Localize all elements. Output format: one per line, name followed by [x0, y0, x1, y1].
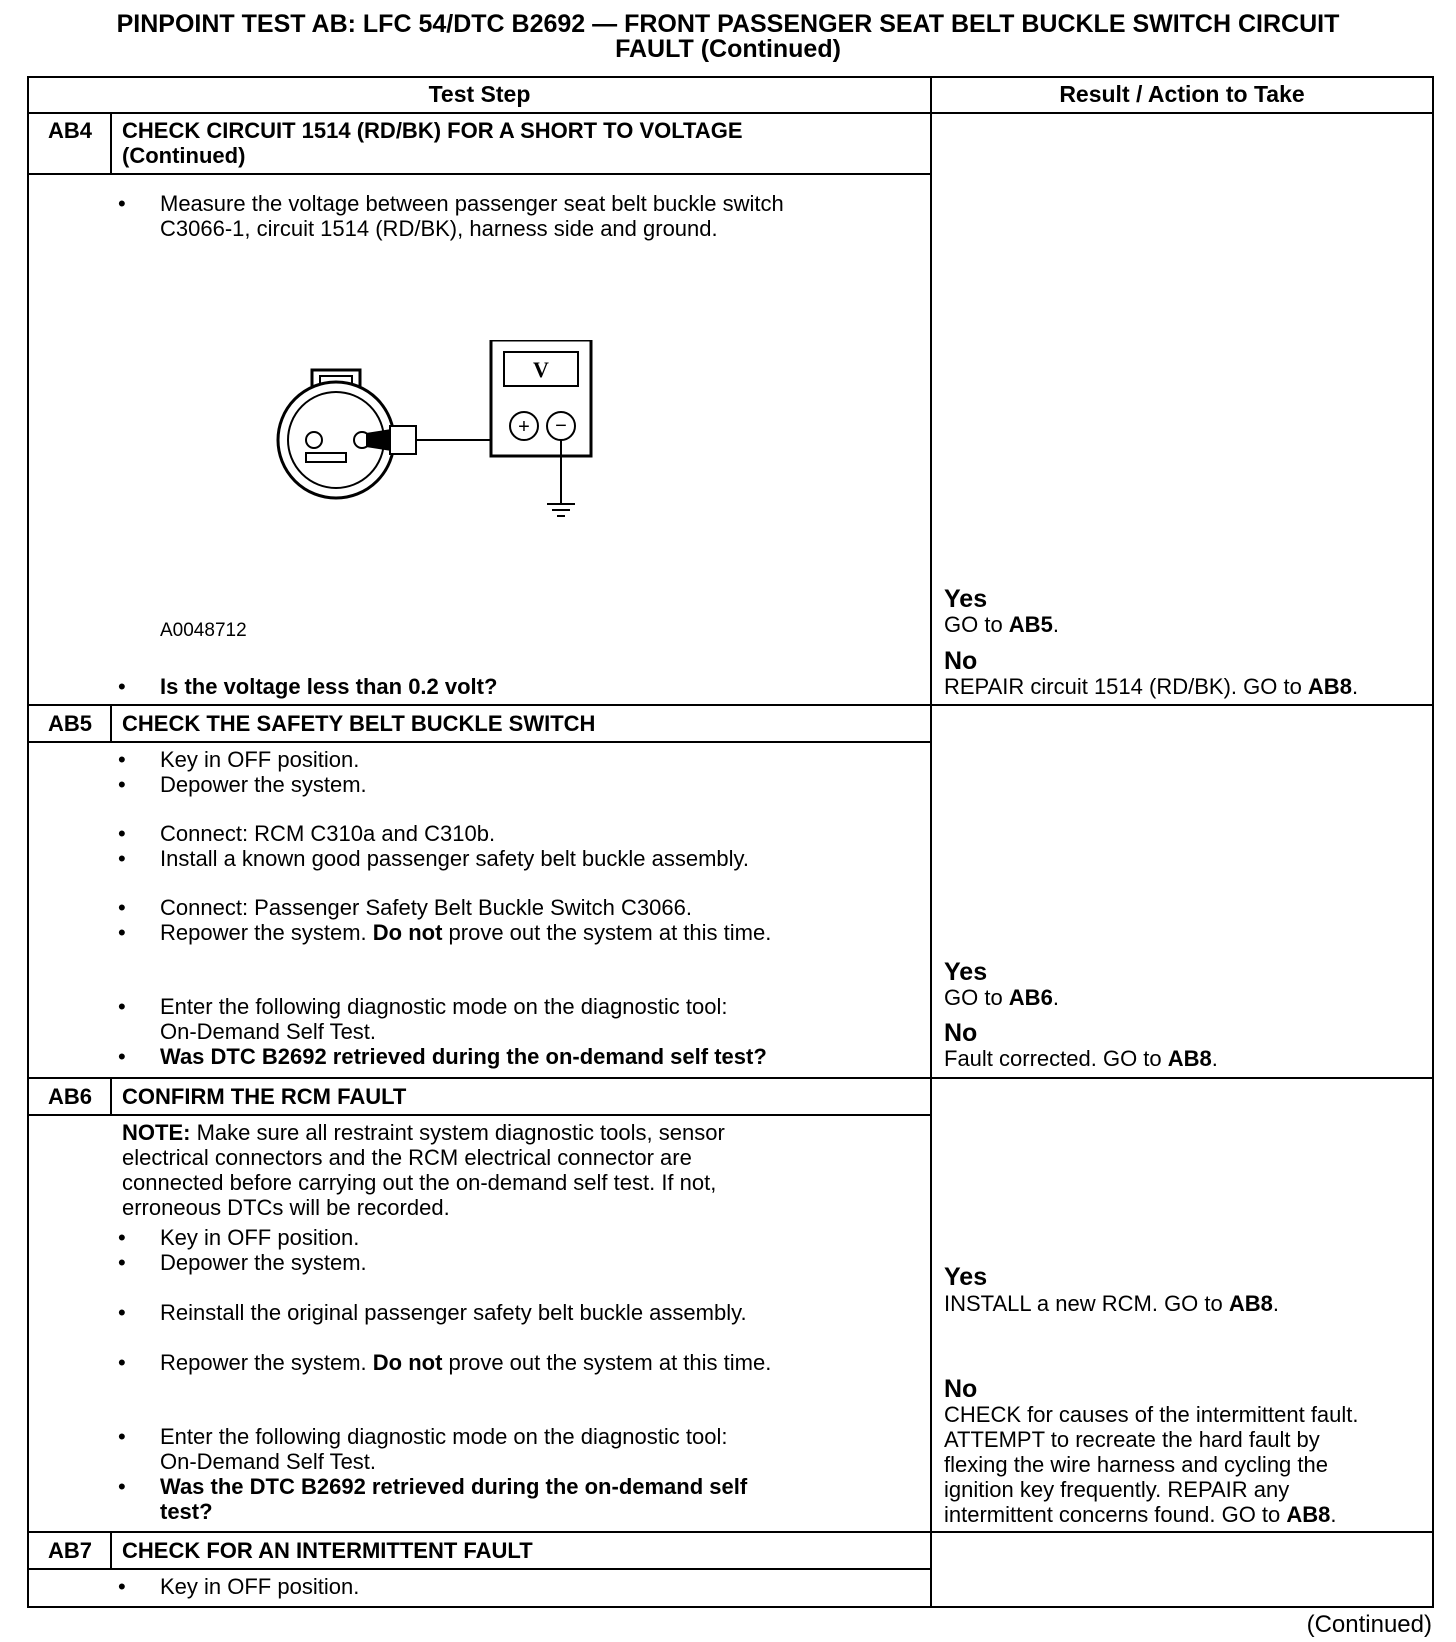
result-yes-label: Yes	[944, 1263, 988, 1291]
instruction-line: Connect: Passenger Safety Belt Buckle Switch C3066.	[160, 895, 692, 920]
bullet: •	[118, 895, 126, 920]
svg-text:+: +	[518, 416, 530, 438]
bullet: •	[118, 920, 126, 945]
bullet: •	[118, 191, 126, 216]
result-no-action: ignition key frequently. REPAIR any	[944, 1477, 1290, 1502]
result-yes-action: INSTALL a new RCM. GO to AB8.	[944, 1291, 1280, 1316]
bullet: •	[118, 1225, 126, 1250]
page-title	[0, 12, 1456, 62]
continued-footer: (Continued)	[1306, 1611, 1432, 1638]
goto-step-link: AB5	[1008, 612, 1053, 637]
table-bottom-border	[27, 1606, 1434, 1608]
bullet: •	[118, 1300, 126, 1325]
ab6-heading-divider	[27, 1114, 932, 1116]
instruction-line: Key in OFF position.	[160, 1225, 360, 1250]
instruction-line: Depower the system.	[160, 772, 367, 797]
bullet: •	[118, 747, 126, 772]
result-yes-label: Yes	[944, 585, 988, 613]
goto-step-link: AB8	[1307, 674, 1352, 699]
instruction-line: Measure the voltage between passenger seat belt buckle switch	[160, 191, 784, 216]
figure-id: A0048712	[160, 620, 247, 641]
instruction-line: On-Demand Self Test.	[160, 1449, 377, 1474]
bullet: •	[118, 1350, 126, 1375]
goto-step-link: AB6	[1008, 985, 1053, 1010]
note-line: connected before carrying out the on-demand self test. If not,	[122, 1170, 717, 1195]
result-no-action: Fault corrected. GO to AB8.	[944, 1046, 1218, 1071]
note-line: erroneous DTCs will be recorded.	[122, 1195, 450, 1220]
result-no-label: No	[944, 1375, 978, 1403]
ab4-id-divider	[110, 112, 112, 174]
note-line: electrical connectors and the RCM electrical connector are	[122, 1145, 692, 1170]
result-no-action: intermittent concerns found. GO to AB8.	[944, 1502, 1337, 1527]
bullet: •	[118, 1474, 126, 1499]
step-id: AB4	[47, 118, 92, 143]
note-label: NOTE:	[122, 1120, 191, 1145]
instruction-line: On-Demand Self Test.	[160, 1019, 377, 1044]
step-id: AB7	[47, 1538, 92, 1563]
result-no-label: No	[944, 1019, 978, 1047]
connector-pin	[306, 432, 322, 448]
page-title-line2: FAULT (Continued)	[615, 35, 841, 63]
voltmeter-diagram	[270, 340, 600, 540]
note: NOTE: Make sure all restraint system diagnostic tools, sensor	[122, 1120, 725, 1145]
instruction-line: Enter the following diagnostic mode on the diagnostic tool:	[160, 994, 728, 1019]
table-top-border	[27, 76, 1434, 78]
bullet: •	[118, 1424, 126, 1449]
ab6-top-divider	[27, 1077, 1434, 1079]
ab7-heading-divider	[27, 1568, 932, 1570]
result-yes-action: GO to AB5.	[944, 612, 1059, 637]
step-heading: CHECK THE SAFETY BELT BUCKLE SWITCH	[122, 711, 596, 736]
instruction-line: Reinstall the original passenger safety belt buckle assembly.	[160, 1300, 747, 1325]
ab5-id-divider	[110, 705, 112, 742]
ab7-id-divider	[110, 1532, 112, 1569]
instruction-line: Key in OFF position.	[160, 747, 360, 772]
voltmeter-symbol: V	[533, 357, 549, 382]
bullet: •	[118, 1044, 126, 1069]
result-yes-action: GO to AB6.	[944, 985, 1059, 1010]
header-divider	[27, 112, 1434, 114]
step-id: AB5	[47, 711, 92, 736]
bullet: •	[118, 994, 126, 1019]
bullet: •	[118, 772, 126, 797]
connector-key	[306, 453, 346, 462]
instruction-line: C3066-1, circuit 1514 (RD/BK), harness side and ground.	[160, 216, 718, 241]
ab6-id-divider	[110, 1078, 112, 1115]
ab5-top-divider	[27, 704, 1434, 706]
column-divider	[930, 76, 932, 1608]
bullet: •	[118, 674, 126, 699]
question: Was the DTC B2692 retrieved during the on-demand self	[160, 1474, 748, 1499]
result-no-action: ATTEMPT to recreate the hard fault by	[944, 1427, 1320, 1452]
bullet: •	[118, 846, 126, 871]
svg-text:−: −	[555, 415, 567, 437]
ab4-heading-divider	[27, 173, 932, 175]
table-left-border	[27, 76, 29, 1608]
instruction-line: Repower the system. Do not prove out the system at this time.	[160, 920, 772, 945]
header-test-step: Test Step	[428, 81, 531, 107]
bullet: •	[118, 1250, 126, 1275]
instruction-line: Depower the system.	[160, 1250, 367, 1275]
instruction-line: Enter the following diagnostic mode on the diagnostic tool:	[160, 1424, 728, 1449]
header-result-action: Result / Action to Take	[1059, 81, 1305, 107]
goto-step-link: AB8	[1167, 1046, 1212, 1071]
step-heading: CONFIRM THE RCM FAULT	[122, 1084, 407, 1109]
step-id: AB6	[47, 1084, 92, 1109]
result-no-action: CHECK for causes of the intermittent fault.	[944, 1402, 1359, 1427]
instruction-line: Key in OFF position.	[160, 1574, 360, 1599]
step-heading: CHECK FOR AN INTERMITTENT FAULT	[122, 1538, 533, 1563]
table-right-border	[1432, 76, 1434, 1608]
result-no-action: flexing the wire harness and cycling the	[944, 1452, 1328, 1477]
bullet: •	[118, 1574, 126, 1599]
page-title-line1: PINPOINT TEST AB: LFC 54/DTC B2692 — FRONT PASSENGER SEAT BELT BUCKLE SWITCH CIRCUIT	[116, 10, 1340, 38]
goto-step-link: AB8	[1228, 1291, 1273, 1316]
ab5-heading-divider	[27, 741, 932, 743]
instruction-line: Repower the system. Do not prove out the system at this time.	[160, 1350, 772, 1375]
ab7-top-divider	[27, 1531, 1434, 1533]
result-no-action: REPAIR circuit 1514 (RD/BK). GO to AB8.	[944, 674, 1359, 699]
result-no-label: No	[944, 647, 978, 675]
goto-step-link: AB8	[1286, 1502, 1331, 1527]
instruction-line: Install a known good passenger safety belt buckle assembly.	[160, 846, 750, 871]
question: Is the voltage less than 0.2 volt?	[160, 674, 498, 699]
step-heading: CHECK CIRCUIT 1514 (RD/BK) FOR A SHORT TO VOLTAGE	[122, 118, 743, 143]
instruction-line: Connect: RCM C310a and C310b.	[160, 821, 496, 846]
question: test?	[160, 1499, 213, 1524]
result-yes-label: Yes	[944, 958, 988, 986]
bullet: •	[118, 821, 126, 846]
question: Was DTC B2692 retrieved during the on-demand self test?	[160, 1044, 767, 1069]
step-heading-continued: (Continued)	[122, 143, 246, 168]
